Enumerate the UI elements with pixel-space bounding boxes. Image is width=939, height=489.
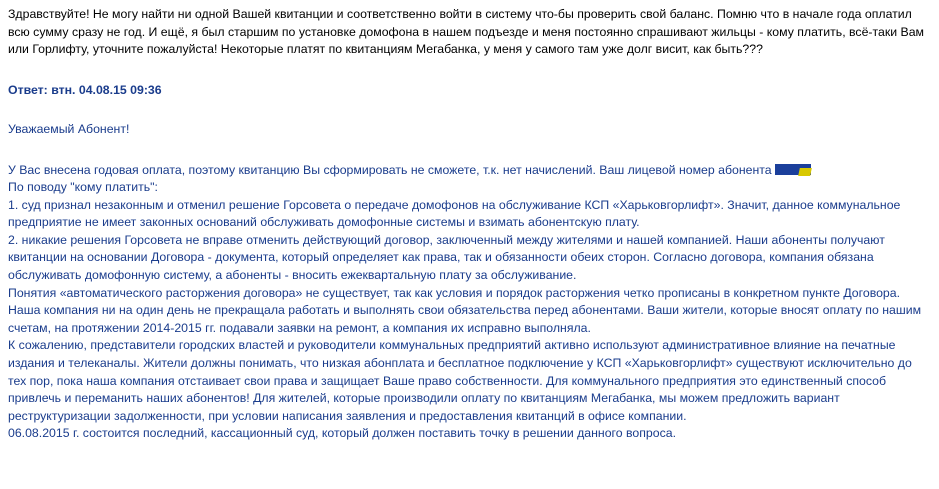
answer-paragraph-5: Понятия «автоматического расторжения договора» не существует, так как условия и порядок расторжения четко прописаны в конкретном пункте Договора.	[8, 285, 901, 300]
answer-paragraph-1	[8, 162, 931, 180]
greeting-text: Уважаемый Абонент!	[8, 122, 130, 136]
answer-paragraph-6: Наша компания ни на один день не прекращала работать и выполнять свои обязательства перед абонентами. Ваши жители, которые вносят оплату по нашим счетам, на протяжении 2014-2015 гг. подавали заявки на ремонт, а компания их исправно выполняла.	[8, 303, 922, 335]
answer-paragraph-2: По поводу "кому платить":	[8, 180, 158, 195]
answer-paragraph-4: 2. никакие решения Горсовета не вправе отменить действующий договор, заключенный между жителями и нашей компанией. Наши абоненты получают квитанции на основании Договора - документа, который определяет как права, так и обязанности обеих сторон. Согласно договора, компания обязана обслуживать домофонную систему, а абоненты - вносить ежеквартальную плату за обслуживание.	[8, 232, 885, 283]
answer-paragraph-3: 1. суд признал незаконным и отменил решение Горсовета о передаче домофонов на обслуживание КСП «Харьковгорлифт». Значит, данное коммунальное предприятие не имеет законных оснований обслуживать домофонные системы и взимать абонентскую плату.	[8, 197, 901, 230]
answer-paragraph-1-text: У Вас внесена годовая оплата, поэтому квитанцию Вы сформировать не сможете, т.к. нет начислений. Ваш лицевой номер абонента	[8, 162, 772, 177]
question-text: Здравствуйте! Не могу найти ни одной Вашей квитанции и соответственно войти в систему что-бы проверить свой баланс. Помню что в начале года оплатил всю сумму сразу не год. И ещё, я был старшим по установке домофона в нашем подъезде и меня постоянно спрашивают жильцы - кому платить, всё-таки Вам или Горлифту, уточните пожалуйста! Некоторые платят по квитанциям Мегабанка, у меня у самого там уже долг висит, как быть???	[8, 7, 925, 56]
answer-body	[8, 162, 931, 444]
answer-paragraph-8: 06.08.2015 г. состоится последний, кассационный суд, который должен поставить точку в решении данного вопроса.	[8, 426, 676, 441]
answer-paragraph-7: К сожалению, представители городских властей и руководители коммунальных предприятий активно используют административное влияние на печатные издания и телеканалы. Жители должны понимать, что низкая абонплата и бесплатное подключение у КСП «Харьковгорлифт» существуют исключительно до тех пор, пока наша компания отстаивает свои права и защищает Ваше право собственности. Для коммунального предприятия это единственный способ привлечь и переманить наших абонентов! Для жителей, которые производили оплату по квитанциям Мегабанка, мы можем предложить вариант реструктуризации задолженности, при условии написания заявления и предоставления квитанций в офисе компании.	[8, 338, 912, 423]
answer-header: Ответ: втн. 04.08.15 09:36	[8, 82, 162, 97]
redaction-block	[775, 164, 811, 175]
